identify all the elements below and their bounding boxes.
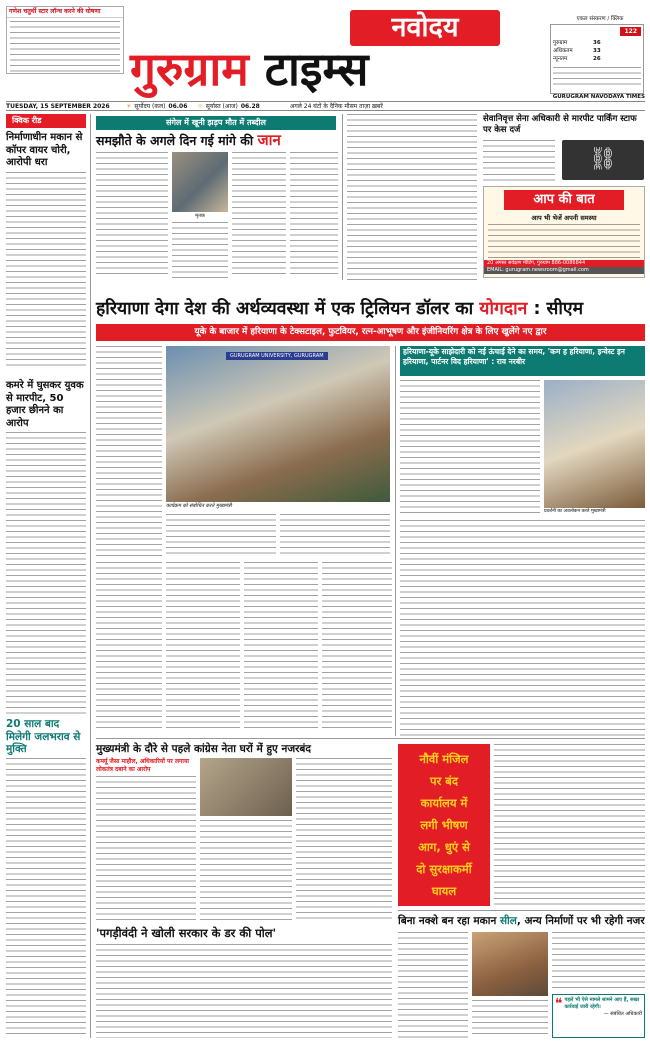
pagdi-headline: 'पगड़ीवंदी ने खोली सरकार के डर की पोल' bbox=[96, 926, 277, 940]
fire-headline-line: पर बंद bbox=[430, 774, 458, 788]
right-feature-story-2 bbox=[400, 520, 645, 736]
quick-story-2 bbox=[6, 432, 86, 716]
brand-english: GURUGRAM NAVODAYA TIMES bbox=[552, 94, 645, 100]
weather-value: 36 bbox=[593, 40, 601, 46]
banner-subheadline: यूके के बाजार में हरियाणा के टेक्सटाइल, फुटवियर, रत्न-आभूषण और इंजीनियरिंग क्षेत्र के लिए खुलेंगे नए द्वार bbox=[96, 324, 645, 341]
cm-visit-headline: मुख्यमंत्री के दौरे से पहले कांग्रेस नेता घरों में हुए नजरबंद bbox=[96, 743, 311, 755]
lead-headline-text: समझौते के अगले दिन गई मांगे की bbox=[96, 133, 254, 148]
seal-story-col2 bbox=[472, 1000, 548, 1038]
fire-headline-line: नौवीं मंजिल bbox=[419, 752, 469, 766]
lead-photo-caption: मृतक bbox=[195, 213, 205, 219]
reader-box-footer: 20 अगस्त सर्वेक्षण मीटिंग, गुरुग्राम 886-0086844 bbox=[484, 260, 644, 267]
sunset-label: सूर्यास्त (आज) bbox=[205, 102, 238, 110]
fire-headline-line: दो सुरक्षाकर्मी bbox=[416, 862, 472, 876]
weather-min-value: 26 bbox=[593, 56, 601, 62]
banner-headline-suffix: : सीएम bbox=[533, 299, 584, 319]
fire-headline-line: आग, धुएं से bbox=[418, 840, 470, 854]
left-promo-text bbox=[10, 21, 120, 73]
seal-headline-text: बिना नक्शे बन रहा मकान bbox=[398, 915, 497, 927]
sunset-time: 06.28 bbox=[240, 102, 260, 110]
cm-visit-col1 bbox=[96, 776, 196, 921]
banner-story-col5 bbox=[244, 562, 318, 730]
seal-headline-highlight: सील bbox=[499, 915, 517, 927]
pagdi-story bbox=[96, 944, 392, 1038]
fire-headline-line: घायल bbox=[431, 884, 457, 898]
quick-headline-1: निर्माणाधीन मकान से कॉपर वायर चोरी, आरोपी धरा bbox=[6, 132, 83, 168]
banner-story-col6 bbox=[322, 562, 392, 730]
lead-col-2-lower bbox=[172, 222, 228, 278]
fire-headline-line: लगी भीषण bbox=[420, 818, 468, 832]
cm-photo-caption: कार्यक्रम को संबोधित करते मुख्यमंत्री bbox=[166, 503, 232, 509]
seal-headline-suffix: , अन्य निर्माणों पर भी रहेगी नजर bbox=[516, 915, 645, 927]
middle-top-story bbox=[347, 114, 477, 280]
right-top-story-2 bbox=[483, 174, 555, 184]
cm-event-photo bbox=[166, 346, 390, 502]
quote-icon: ❝ bbox=[555, 996, 563, 1012]
right-feature-story bbox=[400, 380, 540, 516]
masthead-small-title: नवोदय bbox=[350, 10, 500, 46]
cm-visit-sub: कर्फ्यू जैसा माहौल, अधिकारियों पर लगाया लोकतंत्र दबाने का आरोप bbox=[96, 758, 189, 773]
masthead-title bbox=[130, 42, 540, 96]
seal-quote-text: पहले भी ऐसे मामले सामने आए हैं, सख्त कार्रवाई जारी रहेगी। bbox=[564, 997, 640, 1010]
weather-min-label: न्यूनतम bbox=[553, 56, 568, 62]
weather-max-value: 33 bbox=[593, 48, 601, 54]
lead-col-4 bbox=[290, 152, 338, 278]
edition-badge: 122 bbox=[620, 27, 641, 36]
lead-col-1 bbox=[96, 152, 168, 278]
reader-box-sub: आप भी भेजें अपनी समस्या bbox=[531, 214, 597, 222]
quick-story-3 bbox=[6, 758, 86, 1038]
cm-visit-col3 bbox=[296, 758, 392, 921]
left-promo-title: गणेश चतुर्थी स्टार लॉन्च करने की घोषणा bbox=[7, 7, 123, 18]
reader-box-text bbox=[488, 224, 640, 258]
photo-banner-text: GURUGRAM UNIVERSITY, GURUGRAM bbox=[226, 352, 328, 360]
date-text: TUESDAY, 15 SEPTEMBER 2026 bbox=[6, 102, 110, 110]
date-bar bbox=[6, 101, 645, 111]
sunset-icon: ☼ bbox=[197, 102, 203, 110]
seal-story-col1 bbox=[398, 932, 468, 1038]
column-divider bbox=[342, 114, 343, 280]
exhibition-photo bbox=[544, 380, 645, 508]
reader-box-title: आप की बात bbox=[504, 190, 624, 210]
banner-story-col1b bbox=[96, 562, 162, 730]
column-divider bbox=[90, 114, 91, 1038]
lead-photo bbox=[172, 152, 228, 212]
quick-read-label: क्विक रीड bbox=[6, 114, 86, 128]
fire-headline-line: कार्यालय में bbox=[420, 796, 468, 810]
fire-news-box bbox=[398, 744, 490, 906]
exhibition-photo-caption: प्रदर्शनी का अवलोकन करते मुख्यमंत्री bbox=[544, 509, 606, 514]
quick-story-1 bbox=[6, 172, 86, 370]
sunrise-label: सूर्योदय (कल) bbox=[134, 102, 166, 110]
reader-box bbox=[483, 186, 645, 278]
banner-headline-highlight: योगदान bbox=[479, 299, 528, 319]
weather-city: गुरुग्राम bbox=[553, 40, 568, 46]
banner-headline bbox=[96, 295, 645, 323]
seal-quote-box bbox=[552, 994, 645, 1038]
section-rule bbox=[398, 910, 645, 911]
seal-photo bbox=[472, 932, 548, 996]
left-promo-box bbox=[6, 6, 124, 74]
handcuff-icon: ⛓ bbox=[562, 140, 644, 180]
weather-box bbox=[550, 24, 644, 94]
reader-box-email: EMAIL: gurugram.newsroom@gmail.com bbox=[484, 267, 644, 274]
lead-kicker: संगेल में खूनी झड़प मौत में तब्दील bbox=[96, 116, 336, 130]
cm-visit-col2 bbox=[200, 820, 292, 921]
banner-story-col4 bbox=[166, 562, 240, 730]
seal-story-col3 bbox=[552, 932, 645, 992]
banner-headline-text: हरियाणा देगा देश की अर्थव्यवस्था में एक ट्रिलियन डॉलर का bbox=[96, 299, 474, 319]
banner-story-col1 bbox=[96, 346, 162, 556]
cm-visit-photo bbox=[200, 758, 292, 816]
right-top-story bbox=[483, 140, 555, 170]
fire-news-story bbox=[494, 744, 645, 906]
masthead-title-part1: गुरुग्राम bbox=[130, 42, 249, 96]
section-rule bbox=[96, 738, 645, 739]
banner-story-col2 bbox=[166, 514, 276, 556]
seal-quote-author: — संबंधित अधिकारी bbox=[603, 1011, 642, 1017]
masthead-title-part2: टाइम्स bbox=[264, 42, 369, 96]
quick-headline-3: 20 साल बाद मिलेगी जलभराव से मुक्ति bbox=[6, 718, 81, 755]
quick-headline-2: कमरे में घुसकर युवक से मारपीट, 50 हजार छीनने का आरोप bbox=[6, 380, 84, 429]
weather-tagline: अगले 24 घंटों के दैनिक मौसम ताज़ा ख़बरें bbox=[289, 102, 383, 110]
lead-headline-highlight: जान bbox=[257, 131, 281, 149]
right-feature-headline: हरियाणा-यूके साझेदारी को नई ऊंचाई देने का समय, 'कम ह हरियाणा, इन्वेस्ट इन हरियाणा, पार्टनर विद हरियाणा' : राव नरबीर bbox=[400, 346, 645, 376]
sunrise-time: 06.06 bbox=[168, 102, 188, 110]
banner-story-col3 bbox=[280, 514, 390, 556]
lead-col-3 bbox=[232, 152, 286, 278]
weather-notes bbox=[553, 67, 641, 89]
weather-max-label: अधिकतम bbox=[553, 48, 573, 54]
sunrise-icon: ☀ bbox=[126, 102, 132, 110]
price-label: एकल संस्करण / क्लिक bbox=[576, 16, 624, 22]
right-top-headline: सेवानिवृत्त सेना अधिकारी से मारपीट पार्किंग स्टाफ पर केस दर्ज bbox=[483, 114, 637, 135]
lead-headline bbox=[96, 131, 338, 150]
seal-headline bbox=[398, 914, 645, 928]
column-divider bbox=[395, 346, 396, 736]
